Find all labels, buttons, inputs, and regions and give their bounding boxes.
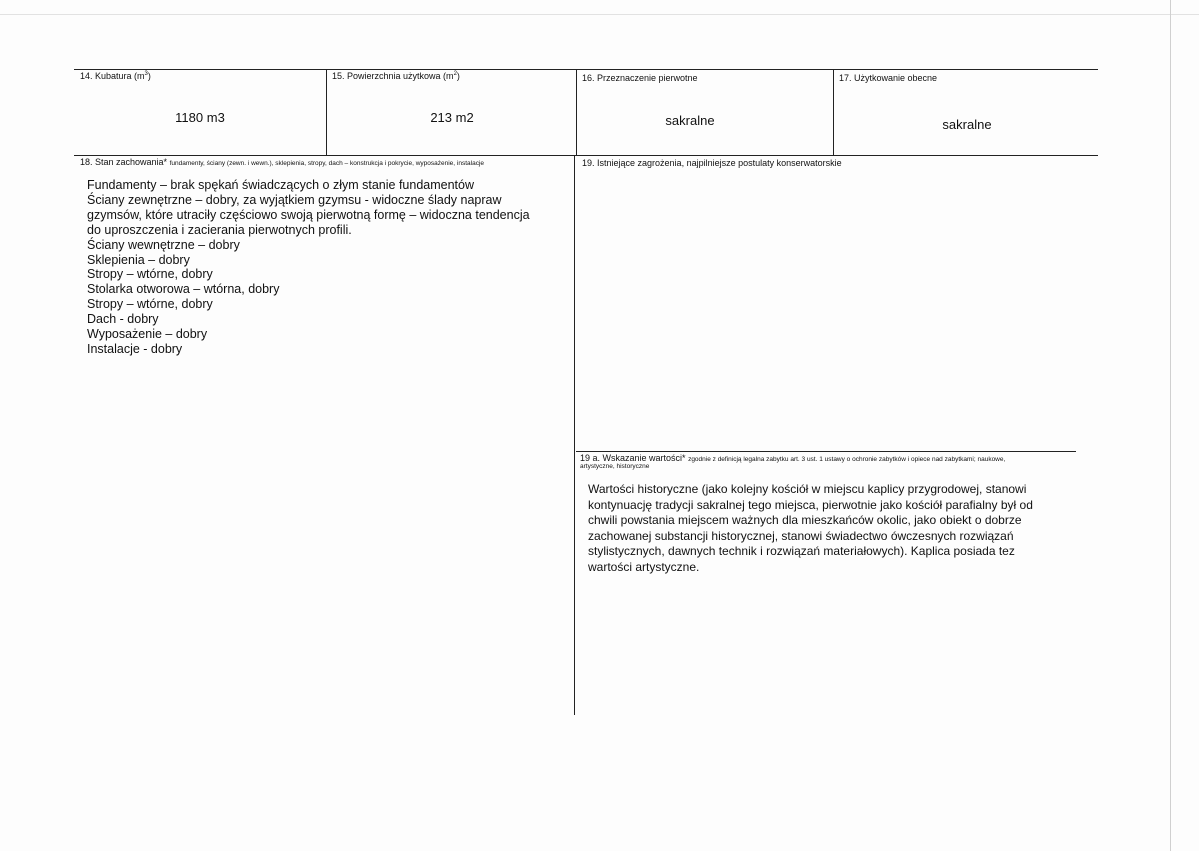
field-18-line: Stropy – wtórne, dobry [87, 267, 213, 282]
divider-16-17 [833, 69, 834, 156]
field-19a-line: stylistycznych, dawnych technik i rozwiązań materiałowych). Kaplica posiada tez [588, 544, 1015, 558]
field-19a-line: kontynuację tradycji sakralnej tego miejsca, pierwotnie jako kościół parafialny był od [588, 497, 1033, 512]
field-19-label: 19. Istniejące zagrożenia, najpilniejsze postulaty konserwatorskie [582, 158, 842, 168]
field-16-label: 16. Przeznaczenie pierwotne [582, 73, 698, 83]
field-18-line: Sklepienia – dobry [87, 252, 190, 267]
field-18-content [87, 178, 567, 357]
field-19a-content [588, 482, 1088, 575]
field-18-line: Stropy – wtórne, dobry [87, 297, 213, 312]
field-18-line: Stolarka otworowa – wtórna, dobry [87, 282, 280, 297]
field-18-line: Fundamenty – brak spękań świadczących o złym stanie fundamentów [87, 178, 474, 192]
table-top-border [74, 69, 1098, 70]
field-18-line: Wyposażenie – dobry [87, 327, 208, 342]
field-14-value: 1180 m3 [175, 110, 225, 125]
field-17-value: sakralne [942, 117, 992, 132]
row-19a-top-border [576, 451, 1076, 452]
field-18-line: Ściany wewnętrzne – dobry [87, 237, 240, 252]
field-17-label: 17. Użytkowanie obecne [839, 73, 938, 83]
field-19a-note-continued: artystyczne, historyczne [580, 463, 650, 470]
field-14-label: 14. Kubatura $(m^3)$ [80, 71, 151, 81]
row-1-bottom-border [74, 155, 1098, 156]
field-19a-line: chwili powstania miejscem ważnych dla mieszkańców okolic, jako obiekt o dobrze [588, 513, 1022, 527]
scan-edge-top [0, 14, 1199, 15]
field-15-value: 213 m2 [430, 110, 474, 125]
divider-15-16 [576, 69, 577, 156]
scan-edge-right [1170, 0, 1171, 851]
field-19a-line: Wartości historyczne (jako kolejny kościół w miejscu kaplicy przygrodowej, stanowi [588, 482, 1027, 496]
field-18-line: gzymsów, które utraciły częściowo swoją pierwotną formę – widoczna tendencja [87, 207, 530, 222]
field-16-value: sakralne [665, 113, 715, 128]
field-19a-line: zachowanej substancji historycznej, stanowi świadectwo ówczesnych rozwiązań [588, 528, 1014, 543]
divider-14-15 [326, 69, 327, 156]
field-18-label: 18. Stan zachowania* fundamenty, ściany (zewn. i wewn.), sklepienia, stropy, dach – konstrukcja i pokrycie, wyposażenie, instalacje [80, 157, 485, 167]
field-18-line: Ściany zewnętrzne – dobry, za wyjątkiem gzymsu - widoczne ślady napraw [87, 192, 502, 207]
field-19a-label: 19 a. Wskazanie wartości* zgodnie z definicją legalna zabytku art. 3 ust. 1 ustawy o ochronie zabytków i opiece nad zabytkami; naukowe, [580, 453, 1006, 463]
field-15-label: 15. Powierzchnia użytkowa $(m^2)$ [332, 71, 460, 81]
field-19a-line: wartości artystyczne. [588, 559, 700, 574]
field-18-line: Instalacje - dobry [87, 341, 183, 356]
field-18-line: do uproszczenia i zacierania pierwotnych profili. [87, 222, 352, 237]
field-18-line: Dach - dobry [87, 312, 159, 327]
divider-18-19 [574, 155, 575, 715]
